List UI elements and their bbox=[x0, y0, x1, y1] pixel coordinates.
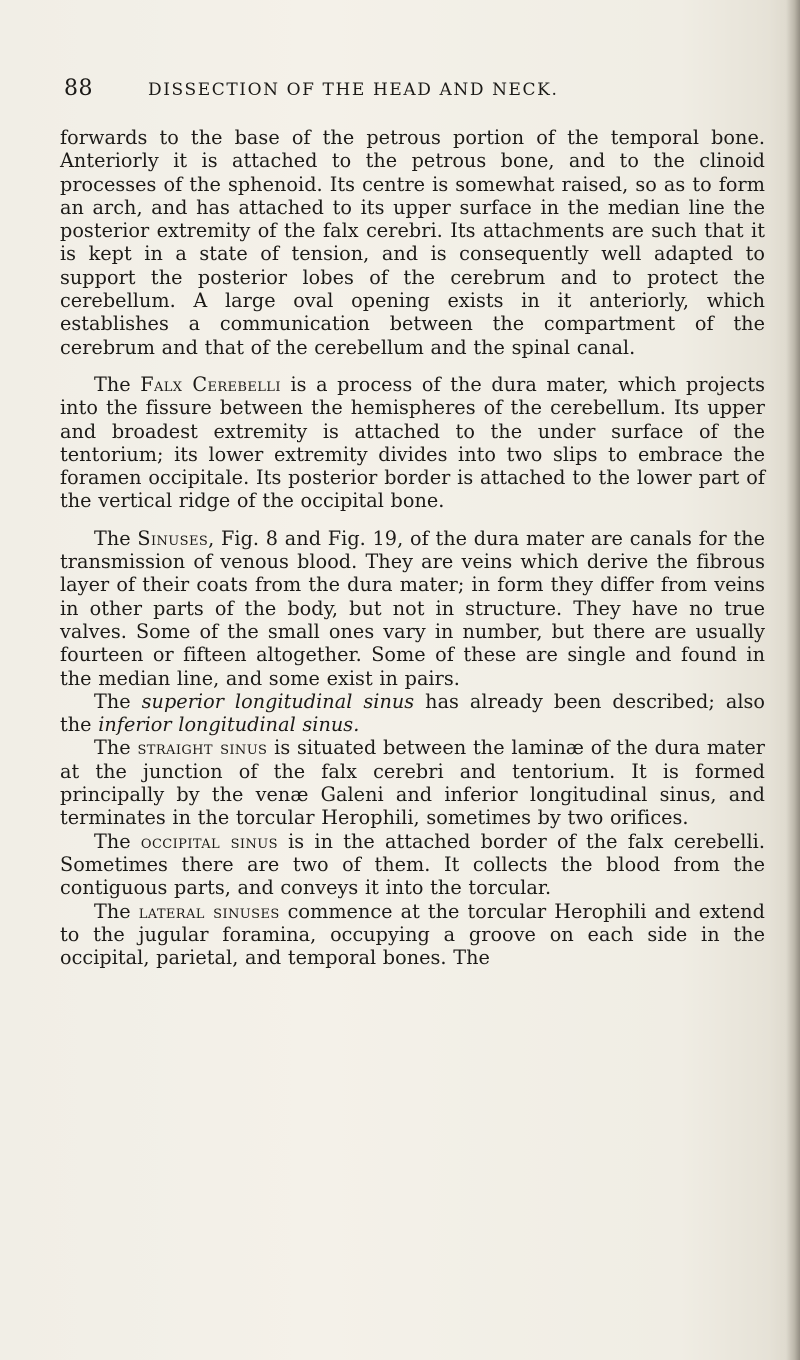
paragraph-body: is in the attached border of the falx cerebelli. Sometimes there are two of them. It collects the blood from the contiguous parts, and conveys it into the torcular. bbox=[60, 829, 765, 900]
paragraph-lead: The bbox=[94, 689, 131, 713]
term-superior-longitudinal-sinus: superior longitudinal sinus bbox=[141, 689, 415, 713]
paragraph-lead: The bbox=[94, 899, 131, 923]
body-text bbox=[60, 126, 765, 969]
term-inferior-longitudinal-sinus: inferior longitudinal sinus. bbox=[98, 713, 360, 737]
paragraph-body: is situated between the laminæ of the dura mater at the junction of the falx cerebri and tentorium. It is formed principally by the venæ Galeni and inferior longitudinal sinus, and terminates in the torcular Herophili, sometimes by two orifices. bbox=[60, 736, 766, 830]
paragraph-falx-cerebelli bbox=[60, 373, 765, 513]
paragraph-longitudinal-sinuses bbox=[60, 690, 765, 737]
paragraph-body: , Fig. 8 and Fig. 19, of the dura mater are canals for the transmission of venous blood. They are veins which derive the fibrous layer of their coats from the dura mater; in form they differ from veins in other parts of the body, but not in structure. They have no true valves. Some of the small ones vary in number, but there are usually fourteen or fifteen altogether. Some of these are single and found in the median line, and some exist in pairs. bbox=[60, 526, 765, 690]
term-sinuses: Sinuses bbox=[137, 526, 209, 550]
paragraph-lead: The bbox=[94, 736, 131, 760]
paragraph-tentorium-continued: forwards to the base of the petrous portion of the temporal bone. Anteriorly it is attached to the petrous bone, and to the clinoid processes of the sphenoid. Its centre is somewhat raised, so as to form an arch, and has attached to its upper surface in the median line the posterior extremity of the falx cerebri. Its attachments are such that it is kept in a state of tension, and is consequently well adapted to support the posterior lobes of the cerebrum and to protect the cerebellum. A large oval opening exists in it anteriorly, which establishes a communication between the compartment of the cerebrum and that of the cerebellum and the spinal canal. bbox=[60, 126, 765, 359]
paragraph-body: is a process of the dura mater, which projects into the fissure between the hemispheres of the cerebellum. Its upper and broadest extremity is attached to the under surface of the tentorium; its lower extremity divides into two slips to embrace the foramen occipitale. Its posterior border is attached to the lower part of the vertical ridge of the occipital bone. bbox=[60, 372, 765, 513]
term-lateral-sinuses: lateral sinuses bbox=[138, 899, 280, 923]
term-falx-cerebelli: Falx Cerebelli bbox=[140, 372, 281, 396]
paragraph-straight-sinus bbox=[60, 736, 765, 829]
paragraph-lateral-sinuses bbox=[60, 900, 765, 970]
paragraph-body: commence at the torcular Herophili and extend to the jugular foramina, occupying a groove on each side in the occipital, parietal, and temporal bones. The bbox=[60, 899, 765, 970]
page-edge-shadow bbox=[786, 0, 800, 1360]
paragraph-sinuses bbox=[60, 527, 765, 690]
term-straight-sinus: straight sinus bbox=[137, 736, 268, 760]
paragraph-lead: The bbox=[94, 526, 131, 550]
page-header bbox=[56, 76, 740, 106]
page-number: 88 bbox=[64, 76, 93, 101]
paragraph-lead: The bbox=[94, 829, 131, 853]
running-head: DISSECTION OF THE HEAD AND NECK. bbox=[148, 80, 559, 100]
paragraph-lead: The bbox=[94, 372, 131, 396]
paragraph-body: has already been described; also the bbox=[60, 689, 766, 737]
paragraph-occipital-sinus bbox=[60, 830, 765, 900]
term-occipital-sinus: occipital sinus bbox=[140, 829, 278, 853]
